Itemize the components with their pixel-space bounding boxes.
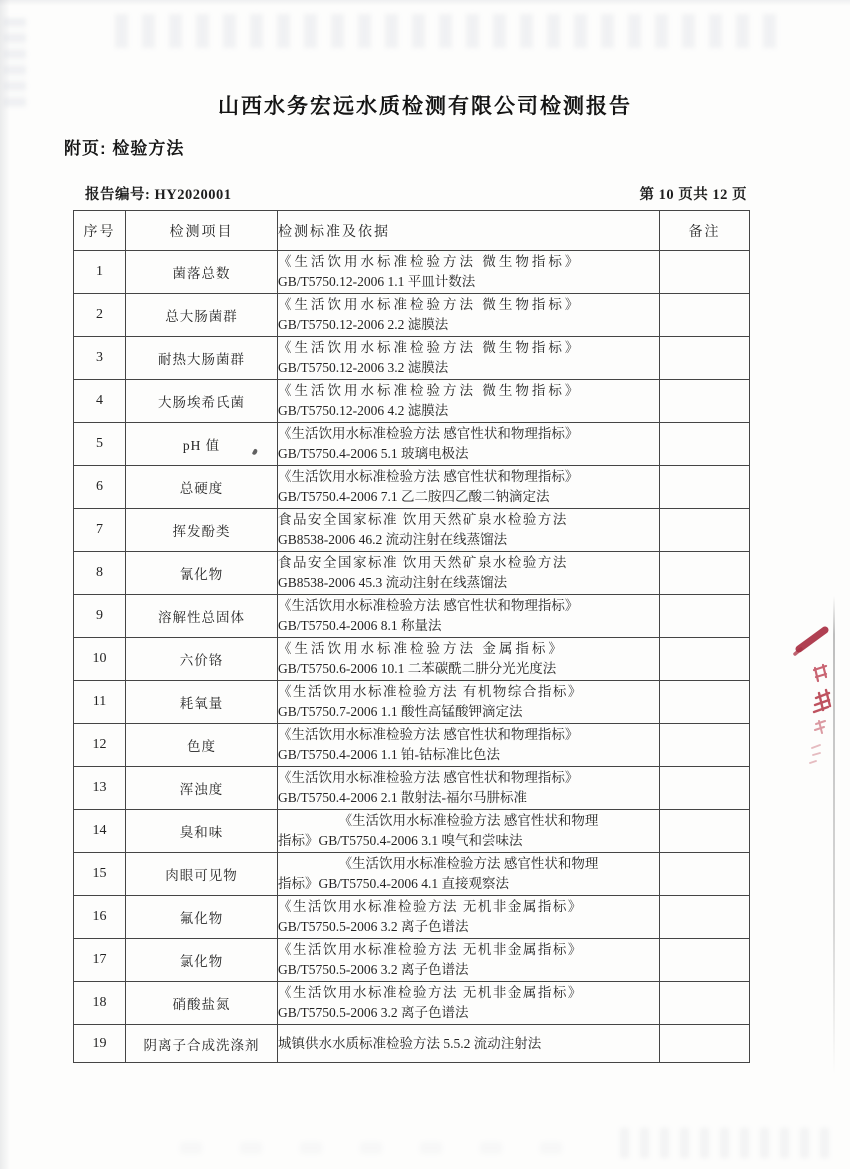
standard-line1: 《生活饮用水标准检验方法 感官性状和物理指标》 <box>278 598 579 613</box>
standard-line1: 《生活饮用水标准检验方法 感官性状和物理指标》 <box>278 770 579 785</box>
row-index-cell: 2 <box>74 294 126 337</box>
remark-cell <box>660 423 750 466</box>
table-row <box>74 380 750 423</box>
remark-cell <box>660 681 750 724</box>
standard-line2: GB/T5750.12-2006 4.2 滤膜法 <box>278 403 449 418</box>
row-index-cell: 11 <box>74 681 126 724</box>
standard-line2: GB/T5750.6-2006 10.1 二苯碳酰二肼分光光度法 <box>278 661 557 676</box>
standard-line1: 《生活饮用水标准检验方法 微生物指标》 <box>278 297 582 312</box>
standard-line2: GB/T5750.5-2006 3.2 离子色谱法 <box>278 962 469 977</box>
header-cell-standard: 检测标准及依据 <box>278 211 660 251</box>
header-cell-item: 检测项目 <box>126 211 278 251</box>
appendix-heading: 附页: 检验方法 <box>64 139 185 158</box>
item-cell: 阴离子合成洗涤剂 <box>126 1025 278 1063</box>
table-row <box>74 466 750 509</box>
standard-cell <box>278 1025 660 1063</box>
item-cell: 六价铬 <box>126 638 278 681</box>
row-index-cell: 18 <box>74 982 126 1025</box>
table-row <box>74 939 750 982</box>
standard-line1: 《生活饮用水标准检验方法 感官性状和物理指标》 <box>278 469 579 484</box>
page-indicator: 第 10 页共 12 页 <box>639 187 747 203</box>
remark-cell <box>660 509 750 552</box>
remark-cell <box>660 595 750 638</box>
remark-cell <box>660 982 750 1025</box>
standard-line1: 《生活饮用水标准检验方法 感官性状和物理 <box>338 856 599 871</box>
row-index-cell: 4 <box>74 380 126 423</box>
remark-cell <box>660 294 750 337</box>
standard-line1: 《生活饮用水标准检验方法 微生物指标》 <box>278 254 582 269</box>
standard-cell <box>278 896 660 939</box>
row-index-cell: 1 <box>74 251 126 294</box>
standard-cell <box>278 423 660 466</box>
scan-fold-line <box>833 596 835 1074</box>
remark-cell <box>660 724 750 767</box>
standard-line1: 《生活饮用水标准检验方法 感官性状和物理 <box>338 813 599 828</box>
standard-cell <box>278 982 660 1025</box>
standard-cell <box>278 810 660 853</box>
table-row <box>74 681 750 724</box>
standard-cell <box>278 681 660 724</box>
row-index-cell: 14 <box>74 810 126 853</box>
standard-line1: 城镇供水水质标准检验方法 5.5.2 流动注射法 <box>278 1035 542 1051</box>
standard-line1: 《生活饮用水标准检验方法 微生物指标》 <box>278 383 582 398</box>
row-index-cell: 5 <box>74 423 126 466</box>
standard-cell <box>278 251 660 294</box>
remark-cell <box>660 552 750 595</box>
table-row <box>74 595 750 638</box>
remark-cell <box>660 1025 750 1063</box>
remark-cell <box>660 638 750 681</box>
standard-line1: 食品安全国家标准 饮用天然矿泉水检验方法 <box>278 512 568 527</box>
table-row <box>74 294 750 337</box>
row-index-cell: 9 <box>74 595 126 638</box>
row-index-cell: 7 <box>74 509 126 552</box>
table-row <box>74 251 750 294</box>
remark-cell <box>660 466 750 509</box>
standard-cell <box>278 337 660 380</box>
item-cell: 总硬度 <box>126 466 278 509</box>
row-index-cell: 8 <box>74 552 126 595</box>
row-index-cell: 6 <box>74 466 126 509</box>
remark-cell <box>660 251 750 294</box>
standard-line1: 《生活饮用水标准检验方法 金属指标》 <box>278 641 565 656</box>
standard-line2: GB/T5750.12-2006 3.2 滤膜法 <box>278 360 449 375</box>
table-row <box>74 724 750 767</box>
table-header-row <box>74 211 750 251</box>
standard-line2: GB/T5750.4-2006 1.1 铂-钴标准比色法 <box>278 747 500 762</box>
row-index-cell: 17 <box>74 939 126 982</box>
item-cell: 溶解性总固体 <box>126 595 278 638</box>
scan-edge-shading-top <box>0 0 850 6</box>
item-cell: 氰化物 <box>126 552 278 595</box>
standard-cell <box>278 466 660 509</box>
row-index-cell: 16 <box>74 896 126 939</box>
header-cell-no: 序号 <box>74 211 126 251</box>
standard-line1: 《生活饮用水标准检验方法 无机非金属指标》 <box>278 985 583 1000</box>
standard-cell <box>278 724 660 767</box>
standard-line1: 《生活饮用水标准检验方法 微生物指标》 <box>278 340 582 355</box>
row-index-cell: 10 <box>74 638 126 681</box>
standard-line2: GB8538-2006 46.2 流动注射在线蒸馏法 <box>278 532 508 547</box>
table-row <box>74 853 750 896</box>
report-number: 报告编号: HY2020001 <box>85 187 232 203</box>
item-cell: 色度 <box>126 724 278 767</box>
remark-cell <box>660 939 750 982</box>
standard-line2: 指标》GB/T5750.4-2006 4.1 直接观察法 <box>278 876 509 891</box>
item-cell: 浑浊度 <box>126 767 278 810</box>
remark-cell <box>660 767 750 810</box>
report-title: 山西水务宏远水质检测有限公司检测报告 <box>218 95 632 118</box>
item-cell: 氟化物 <box>126 896 278 939</box>
red-seal-fragment <box>792 618 846 783</box>
item-cell: pH 值 <box>126 423 278 466</box>
item-cell: 大肠埃希氏菌 <box>126 380 278 423</box>
row-index-cell: 15 <box>74 853 126 896</box>
standard-line1: 《生活饮用水标准检验方法 无机非金属指标》 <box>278 942 583 957</box>
show-through-ghost-top <box>115 14 785 48</box>
standard-cell <box>278 638 660 681</box>
standard-line2: GB/T5750.4-2006 8.1 称量法 <box>278 618 442 633</box>
standard-line1: 《生活饮用水标准检验方法 感官性状和物理指标》 <box>278 727 579 742</box>
item-cell: 硝酸盐氮 <box>126 982 278 1025</box>
remark-cell <box>660 810 750 853</box>
table-row <box>74 509 750 552</box>
standard-line1: 《生活饮用水标准检验方法 无机非金属指标》 <box>278 899 583 914</box>
standard-line2: GB/T5750.7-2006 1.1 酸性高锰酸钾滴定法 <box>278 704 523 719</box>
standard-line2: GB/T5750.12-2006 1.1 平皿计数法 <box>278 274 476 289</box>
item-cell: 臭和味 <box>126 810 278 853</box>
row-index-cell: 3 <box>74 337 126 380</box>
standard-cell <box>278 853 660 896</box>
header-cell-remark: 备注 <box>660 211 750 251</box>
methods-table <box>73 210 750 1063</box>
table-row <box>74 337 750 380</box>
red-seal-icon <box>792 618 846 783</box>
standard-line2: GB/T5750.4-2006 2.1 散射法-福尔马肼标准 <box>278 790 527 805</box>
show-through-ghost-bottom <box>620 1128 835 1158</box>
table-row <box>74 552 750 595</box>
table-row <box>74 767 750 810</box>
standard-line2: GB/T5750.5-2006 3.2 离子色谱法 <box>278 1005 469 1020</box>
scan-edge-shading-left <box>0 0 10 1169</box>
standard-line1: 食品安全国家标准 饮用天然矿泉水检验方法 <box>278 555 568 570</box>
standard-cell <box>278 595 660 638</box>
remark-cell <box>660 853 750 896</box>
standard-line2: GB/T5750.4-2006 5.1 玻璃电极法 <box>278 446 469 461</box>
remark-cell <box>660 337 750 380</box>
standard-cell <box>278 294 660 337</box>
table-row <box>74 638 750 681</box>
item-cell: 挥发酚类 <box>126 509 278 552</box>
item-cell: 总大肠菌群 <box>126 294 278 337</box>
item-cell: 耗氧量 <box>126 681 278 724</box>
remark-cell <box>660 380 750 423</box>
table-row <box>74 810 750 853</box>
row-index-cell: 12 <box>74 724 126 767</box>
standard-cell <box>278 552 660 595</box>
standard-line1: 《生活饮用水标准检验方法 有机物综合指标》 <box>278 684 583 699</box>
row-index-cell: 19 <box>74 1025 126 1063</box>
item-cell: 肉眼可见物 <box>126 853 278 896</box>
item-cell: 耐热大肠菌群 <box>126 337 278 380</box>
standard-line1: 《生活饮用水标准检验方法 感官性状和物理指标》 <box>278 426 579 441</box>
standard-cell <box>278 509 660 552</box>
table-row <box>74 982 750 1025</box>
standard-line2: GB/T5750.12-2006 2.2 滤膜法 <box>278 317 449 332</box>
standard-line2: GB/T5750.4-2006 7.1 乙二胺四乙酸二钠滴定法 <box>278 489 550 504</box>
row-index-cell: 13 <box>74 767 126 810</box>
standard-line2: 指标》GB/T5750.4-2006 3.1 嗅气和尝味法 <box>278 833 523 848</box>
table-row <box>74 896 750 939</box>
remark-cell <box>660 896 750 939</box>
standard-cell <box>278 380 660 423</box>
show-through-ghost-bottom-2 <box>180 1142 600 1154</box>
table-row <box>74 1025 750 1063</box>
standard-line2: GB8538-2006 45.3 流动注射在线蒸馏法 <box>278 575 508 590</box>
item-cell: 菌落总数 <box>126 251 278 294</box>
standard-cell <box>278 939 660 982</box>
standard-line2: GB/T5750.5-2006 3.2 离子色谱法 <box>278 919 469 934</box>
standard-cell <box>278 767 660 810</box>
table-row <box>74 423 750 466</box>
methods-table-body <box>74 251 750 1063</box>
item-cell: 氯化物 <box>126 939 278 982</box>
